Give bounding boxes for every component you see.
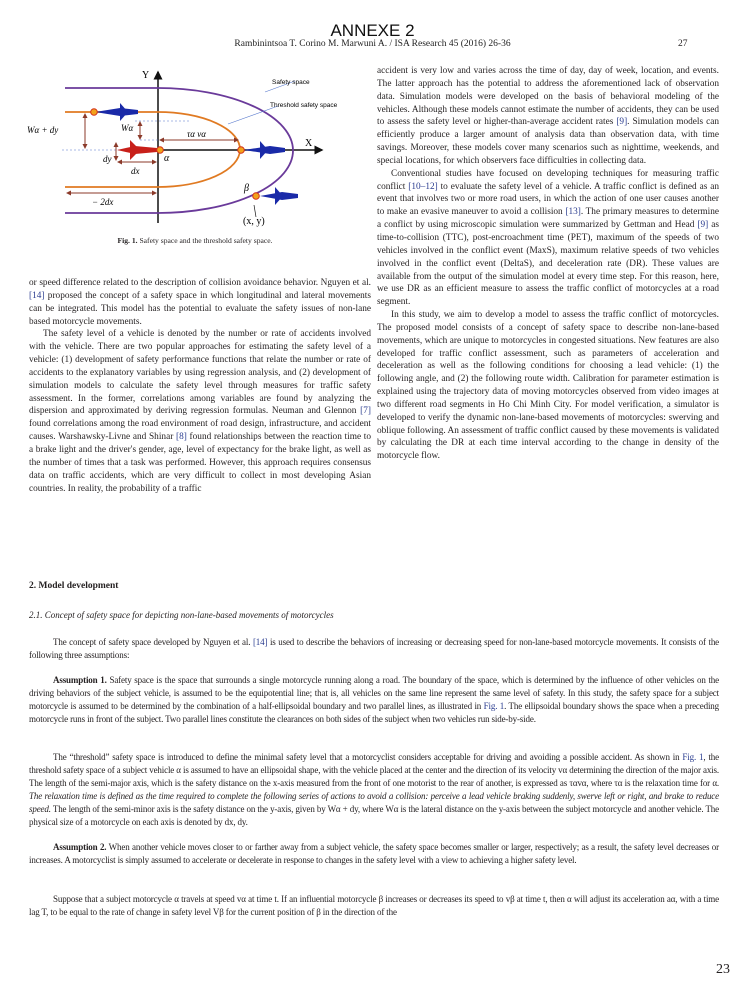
text-run: to evaluate the safety level of a vehicle. A traffic conflict is defined as an event that involves two or more road users, in which the action of one user causes another to make an evasive maneuver to avoid a collision bbox=[377, 181, 719, 218]
text-run: found correlations among the road environment of road design, infrastructure, and accident causes. Warshawsky-Livne and Shinar bbox=[29, 419, 371, 443]
text-run: Conventional studies have focused on developing techniques for measuring traffic conflict bbox=[377, 168, 719, 192]
text-run: . Simulation models can efficiently produce a larger amount of analysis data than observation data, with time savings. Moreover, these models cover many scenarios such as nighttime, weekends, and special locations, for which observers face difficulties in collecting data. bbox=[377, 117, 719, 166]
text-run: as time-to-collision (TTC), post-encroachment time (PET), maximum of the speeds of two vehicles involved in the conflict event (MaxS), maximum relative speeds of two vehicles involved in the conflict event (DeltaS), and deceleration rate (DR). These values are available from the output of the simulation model at every time step. For this reason, here, we use DR as an efficient measure to assess the traffic conflict of motorcycles at a road segment. bbox=[377, 220, 720, 308]
paragraph bbox=[377, 65, 719, 168]
paragraph-text bbox=[29, 841, 719, 867]
safety-space-label: Safety space bbox=[272, 79, 310, 86]
paragraph bbox=[29, 277, 371, 328]
running-head: Rambinintsoa T. Corino M. Marwuni A. / ISA Research 45 (2016) 26-36 bbox=[234, 39, 511, 49]
text-run: The relaxation time is defined as the time required to complete the following series of actions to avoid a collision: perceive a lead vehicle braking suddenly, swerve left or right, and brake to reduce speed. bbox=[29, 791, 719, 814]
citation-link[interactable]: [8] bbox=[176, 432, 187, 443]
point-marker-beta bbox=[253, 193, 260, 200]
text-run: The safety level of a vehicle is denoted by the number or rate of accidents involved with the vehicle. There are two popular approaches for estimating the safety level of a vehicle: (1) development of safety performance functions that relate the number or rate of accidents to the explanatory variables by using regression analysis, and (2) development of simulation models to calculate the safety level through measures for traffic safety assessment. In the former, correlations among variables are found by analyzing the dispersion and approximated by deriving regression formulas. Neuman and Glennon bbox=[29, 329, 371, 417]
citation-link[interactable]: [10–12] bbox=[408, 181, 438, 192]
citation-link[interactable]: Fig. 1 bbox=[682, 752, 704, 762]
text-run: is used to describe the behaviors of increasing or decreasing speed for non-lane-based motorcycle movements. It consists of the following three assumptions: bbox=[29, 637, 720, 660]
citation-link[interactable]: [9] bbox=[616, 117, 628, 128]
point-marker bbox=[238, 147, 245, 154]
text-run: Suppose that a subject motorcycle α travels at speed vα at time t. If an influential motorcycle β increases or decreases its speed to vβ at time t, then α will adjust its acceleration aα, with a time lag T, to be equal to the rate of change in safety level Vβ for the current position of β in the direction of the bbox=[29, 894, 719, 917]
citation-link[interactable]: [14] bbox=[29, 290, 45, 301]
text-run: , the threshold safety space of a subject vehicle α is assumed to have an ellipsoidal shape, with the vehicle placed at the center and the direction of its velocity vα determining the direction of the major axis. The length of the semi-major axis, which is the safety distance on the x-axis measured from the front of one motorist to the rear of another, is expressed as ταvα, where τα is the relaxation time for α. bbox=[29, 752, 719, 788]
text-run: or speed difference related to the description of collision avoidance behavior. Nguyen et al. bbox=[29, 278, 371, 288]
threshold-space-label: Threshold safety space bbox=[270, 102, 338, 109]
text-run: . The ellipsoidal boundary shows the space when a preceding motorcycle runs in front of the subject. Two parallel lines constitute the clearances on both sides of the subject when two vehicles run side-by-side. bbox=[29, 701, 720, 724]
label-beta: β bbox=[244, 183, 249, 194]
label-minus-2dx: − 2dx bbox=[92, 197, 114, 207]
citation-link[interactable]: [13] bbox=[565, 207, 581, 218]
text-run: Safety space is the space that surrounds a single motorcycle running along a road. The boundary of the space, which is determined by the influence of other vehicles on the driving behaviors of the subject vehicle, is assumed to be the equipotential line; that is, all vehicles on the same line represent the same level of safety. In this study, the safety space for a subject motorcycle is assumed to be determined by the combination of a half-ellipsoidal boundary and two parallel lines, as illustrated in bbox=[29, 675, 719, 711]
point-marker bbox=[91, 109, 98, 116]
text-run: The length of the semi-minor axis is the safety distance on the y-axis, given by Wα + dy, where Wα is the lateral distance on the y-axis between the subject motorcycle and another vehicle. The physical size of a motorcycle on each axis is denoted by dx, dy. bbox=[29, 804, 719, 827]
motorcycle-icon-red bbox=[117, 140, 157, 160]
text-run: accident is very low and varies across the time of day, day of week, location, and events. The latter approach has the potential to address the aforementioned lack of observation data. Simulation models were developed on the basis of behavioral modeling of the vehicles. Although these models cannot estimate the number of accidents, they can be used to assess the safety level or higher-than-average accident rates bbox=[377, 66, 719, 128]
figure-safety-space bbox=[20, 60, 370, 238]
text-run: proposed the concept of a safety space in which longitudinal and lateral movements can be integrated. This model has the potential to evaluate the safety issues of non-lane based motorcycle movements. bbox=[29, 290, 371, 327]
text-run: In this study, we aim to develop a model to assess the traffic conflict of motorcycles. The proposed model consists of a concept of safety space to describe non-lane-based movements, which are unique to motorcycles in congested situations. New features are also developed for traffic conflict assessment, such as parameters of acceleration and deceleration as well as the following conditions for choosing a lead vehicle: (1) the following angle, and (2) the following route width. Calibration for parameter estimation is explained using the trajectory data of moving motorcycles observed from video images at two different road segments in Ho Chi Minh City. For model verification, a simulator is developed to verify the dynamic non-lane-based movements of motorcycles: swerving and oblique following. An assessment of traffic conflict caused by these movements is validated by calculating the DR at each time interval according to the change in density of the motorcycle flow. bbox=[377, 310, 719, 462]
paragraph-text bbox=[29, 893, 719, 919]
label-dx: dx bbox=[131, 166, 140, 176]
subsection-heading: 2.1. Concept of safety space for depicting non-lane-based movements of motorcycles bbox=[29, 610, 334, 620]
threshold-paragraph bbox=[29, 751, 719, 829]
paragraph bbox=[377, 168, 719, 309]
text-run: When another vehicle moves closer to or farther away from a subject vehicle, the safety space becomes smaller or larger, respectively; as a result, the safety level decreases or increases. A motorcyclist is simply assumed to accelerate or decelerate in response to changes in the safety level with a view to achieving a higher safety level. bbox=[29, 842, 719, 865]
point-marker-alpha bbox=[157, 147, 164, 154]
citation-link[interactable]: [9] bbox=[697, 220, 709, 231]
figure-caption bbox=[20, 236, 370, 245]
page-number: 23 bbox=[716, 962, 730, 977]
label-w-plus-dy: Wα + dy bbox=[27, 125, 59, 135]
citation-link[interactable]: [7] bbox=[360, 406, 371, 417]
label-xy: (x, y) bbox=[243, 216, 265, 227]
annexe-title: ANNEXE 2 bbox=[330, 21, 415, 40]
label-tau-v: τα vα bbox=[187, 129, 206, 139]
section-heading: 2. Model development bbox=[29, 581, 119, 591]
x-axis-label: X bbox=[305, 138, 313, 149]
right-column bbox=[377, 65, 719, 463]
label-w-alpha: Wα bbox=[121, 123, 134, 133]
assumption-label: Assumption 1. bbox=[53, 675, 107, 685]
paragraph-text bbox=[29, 674, 719, 726]
paragraph-text bbox=[29, 636, 719, 662]
paragraph-text bbox=[29, 751, 719, 829]
citation-link[interactable]: Fig. 1 bbox=[483, 701, 505, 711]
citation-link[interactable]: [14] bbox=[252, 637, 268, 647]
paragraph bbox=[377, 309, 719, 463]
assumption-2-paragraph bbox=[29, 841, 719, 867]
figure-caption-label: Fig. 1. bbox=[117, 236, 138, 245]
assumption-1-paragraph bbox=[29, 674, 719, 726]
figure-caption-text: Safety space and the threshold safety space. bbox=[137, 236, 273, 245]
intro-paragraph bbox=[29, 636, 719, 662]
motorcycle-icon-blue bbox=[260, 187, 298, 205]
text-run: The “threshold” safety space is introduced to define the minimal safety level that a motorcyclist considers acceptable for driving and avoiding a possible accident. As shown in bbox=[53, 752, 683, 762]
label-dy: dy bbox=[103, 154, 112, 164]
motorcycle-icon-blue bbox=[244, 141, 285, 159]
journal-page-number: 27 bbox=[678, 39, 688, 49]
suppose-paragraph bbox=[29, 893, 719, 919]
motorcycle-icon-blue bbox=[95, 103, 138, 121]
text-run: The concept of safety space developed by Nguyen et al. bbox=[53, 637, 253, 647]
y-axis-label: Y bbox=[142, 70, 150, 81]
label-alpha: α bbox=[164, 153, 170, 164]
text-run: found relationships between the reaction time to a brake light and the driver's gender, age, level of expectancy for the brake light, as well as the number of times that a task was performed. However, this approach requires consensus data on traffic accidents, which are very difficult to collect in most developing Asian countries. In reality, the probability of a traffic bbox=[29, 432, 372, 494]
paragraph bbox=[29, 328, 371, 495]
text-run: . The primary measures to determine a conflict by using microscopic simulation were summarized by Gettman and Head bbox=[377, 207, 720, 231]
assumption-label: Assumption 2. bbox=[53, 842, 107, 852]
left-column bbox=[29, 277, 371, 495]
